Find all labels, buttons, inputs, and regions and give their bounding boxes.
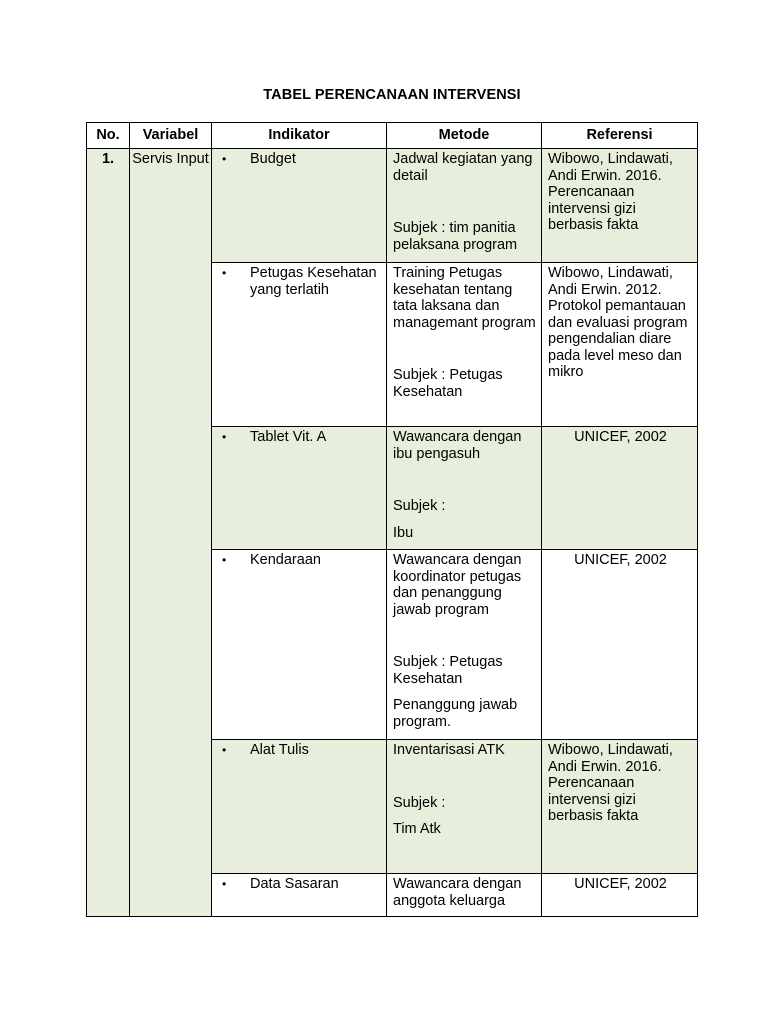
method-extra: Penanggung jawab program. — [393, 697, 518, 730]
indicator-cell — [212, 874, 387, 917]
reference-cell: Wibowo, Lindawati, Andi Erwin. 2012. Protokol pemantauan dan evaluasi program pengendalian diare pada level meso dan mikro — [542, 263, 698, 427]
table-header-row — [87, 123, 698, 149]
bullet-icon: • — [222, 553, 227, 567]
indicator-cell — [212, 550, 387, 740]
method-cell — [387, 874, 542, 917]
bullet-icon: • — [222, 743, 227, 757]
reference-cell: UNICEF, 2002 — [542, 550, 698, 740]
reference-cell: UNICEF, 2002 — [542, 874, 698, 917]
indicator-label: Data Sasaran — [250, 876, 339, 892]
bullet-icon: • — [222, 877, 227, 891]
method-subject: Subjek : — [393, 498, 446, 514]
indicator-label: Budget — [250, 151, 296, 167]
header-metode: Metode — [387, 123, 542, 149]
indicator-cell — [212, 740, 387, 874]
header-referensi: Referensi — [542, 123, 698, 149]
indicator-cell — [212, 427, 387, 550]
method-extra: Tim Atk — [393, 821, 441, 837]
method-text: Wawancara dengan ibu pengasuh — [393, 429, 522, 462]
method-text: Wawancara dengan koordinator petugas dan penanggung jawab program — [393, 552, 522, 618]
reference-cell: Wibowo, Lindawati, Andi Erwin. 2016. Perencanaan intervensi gizi berbasis fakta — [542, 740, 698, 874]
header-indikator: Indikator — [212, 123, 387, 149]
table-row — [87, 149, 698, 263]
bullet-icon: • — [222, 266, 227, 280]
bullet-icon: • — [222, 430, 227, 444]
method-text: Inventarisasi ATK — [393, 742, 505, 758]
document-title: TABEL PERENCANAAN INTERVENSI — [263, 87, 521, 103]
indicator-cell — [212, 149, 387, 263]
method-text: Jadwal kegiatan yang detail — [393, 151, 533, 184]
indicator-label: Petugas Kesehatan yang terlatih — [250, 265, 377, 298]
method-cell — [387, 263, 542, 427]
indicator-label: Alat Tulis — [250, 742, 309, 758]
method-cell — [387, 740, 542, 874]
method-extra: Ibu — [393, 524, 414, 541]
bullet-icon: • — [222, 152, 227, 166]
reference-cell: UNICEF, 2002 — [542, 427, 698, 550]
method-text: Wawancara dengan anggota keluarga — [393, 876, 522, 909]
method-subject: Subjek : tim panitia pelaksana program — [393, 220, 518, 253]
method-subject: Subjek : — [393, 794, 446, 811]
row-number: 1. — [87, 149, 130, 917]
method-cell — [387, 149, 542, 263]
method-subject: Subjek : Petugas Kesehatan — [393, 367, 503, 400]
reference-cell: Wibowo, Lindawati, Andi Erwin. 2016. Perencanaan intervensi gizi berbasis fakta — [542, 149, 698, 263]
header-variabel: Variabel — [130, 123, 212, 149]
indicator-label: Tablet Vit. A — [250, 429, 327, 445]
indicator-cell — [212, 263, 387, 427]
variable-name: Servis Input — [130, 149, 212, 917]
method-subject: Subjek : Petugas Kesehatan — [393, 654, 503, 687]
method-text: Training Petugas kesehatan tentang tata laksana dan managemant program — [393, 265, 536, 331]
method-cell — [387, 550, 542, 740]
indicator-label: Kendaraan — [250, 552, 321, 568]
header-no: No. — [87, 123, 130, 149]
method-cell — [387, 427, 542, 550]
intervention-plan-table — [86, 122, 698, 917]
